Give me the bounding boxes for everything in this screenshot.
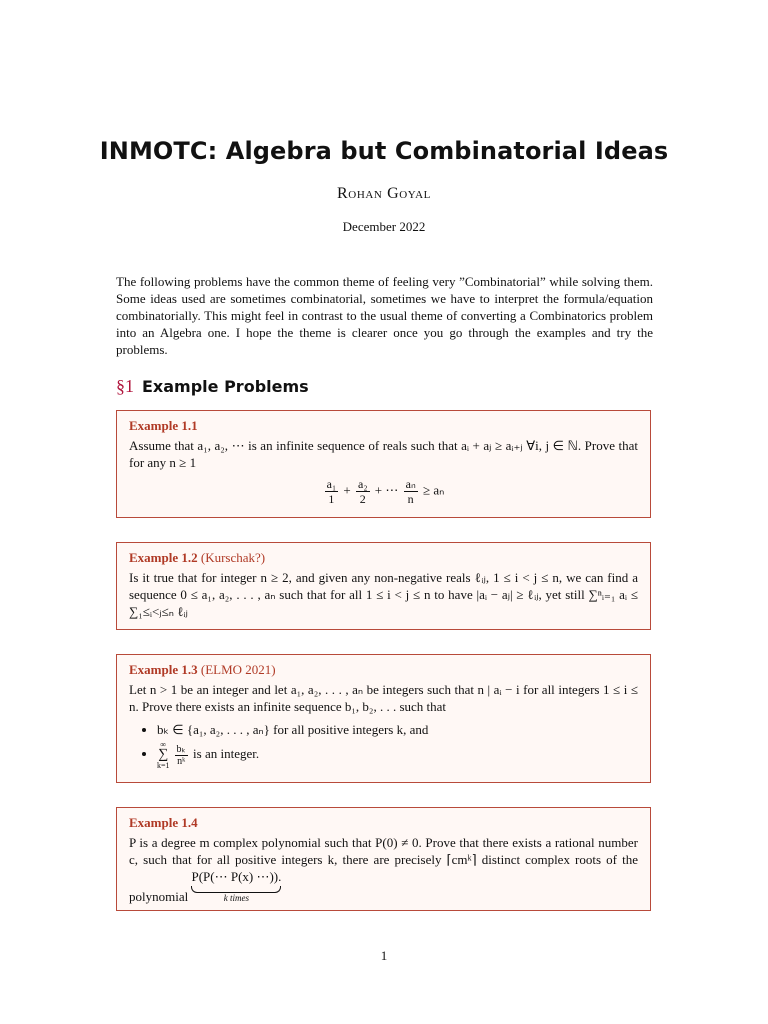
polynomial-composition: P(P(⋯ P(x) ⋯)). xyxy=(191,869,282,884)
example-label: Example 1.2 xyxy=(129,550,198,565)
example-label: Example 1.1 xyxy=(129,418,198,433)
condition-list xyxy=(129,721,638,770)
fraction: $\frac{\text{a₂}}{2}$ xyxy=(358,477,368,506)
brace-label: k times xyxy=(223,893,250,903)
example-heading xyxy=(129,417,638,434)
document-title: INMOTC: Algebra but Combinatorial Ideas xyxy=(99,137,669,165)
example-box-1-3 xyxy=(116,654,651,783)
example-source: (Kurschak?) xyxy=(200,550,266,565)
fraction: $\frac{\text{a₁}}{1}$ xyxy=(326,477,337,506)
example-label: Example 1.3 xyxy=(129,662,198,677)
example-statement: Assume that a₁, a₂, ⋯ is an infinite sequence of reals such that aᵢ + aⱼ ≥ aᵢ₊ⱼ ∀i, j ∈ ℕ. Prove that for any n ≥ 1 xyxy=(129,438,638,470)
example-box-1-1 xyxy=(116,410,651,518)
page-number: 1 xyxy=(380,948,388,963)
section-heading xyxy=(116,376,653,397)
fraction: $\frac{\text{bₖ}}{\text{nᵏ}}$ xyxy=(176,743,186,767)
example-heading xyxy=(129,814,638,831)
example-equation: $\frac{\text{a₁}}{1}$ + $\frac{\text{a₂}}{2}$ + ⋯ $\frac{\text{aₙ}}{n}$ ≥ aₙ xyxy=(326,477,445,506)
underbrace xyxy=(191,868,281,903)
example-heading xyxy=(129,661,638,678)
list-item: • bₖ ∈ {a₁, a₂, . . . , aₙ} for all positive integers k, and xyxy=(157,721,638,738)
example-statement: Let n > 1 be an integer and let a₁, a₂, . . . , aₙ be integers such that n | aᵢ − i for all integers 1 ≤ i ≤ n. Prove there exists an infinite sequence b₁, b₂, . . . such that xyxy=(129,682,638,714)
list-item: • ∞ ∑ k=1 $\frac{\text{bₖ}}{\text{nᵏ}}$ is an integer. xyxy=(157,740,638,770)
example-heading xyxy=(129,549,638,566)
summation: ∞ ∑ k=1 xyxy=(157,740,170,770)
fraction: $\frac{\text{aₙ}}{n}$ xyxy=(405,477,416,506)
section-number: §1 xyxy=(116,376,134,396)
example-statement: P is a degree m complex polynomial such that P(0) ≠ 0. Prove that there exists a rational number c, such that for all positive integers k, there are precisely ⌈cmᵏ⌉ distinct complex roots of the polynomial P(P(⋯ P(x) ⋯)). k times xyxy=(129,835,638,904)
brace-mark xyxy=(191,886,281,893)
document-author: Rohan Goyal xyxy=(337,185,431,202)
section-title: Example Problems xyxy=(142,377,309,396)
example-box-1-4 xyxy=(116,807,651,911)
example-source: (ELMO 2021) xyxy=(200,662,276,677)
intro-paragraph: The following problems have the common theme of feeling very ”Combinatorial” while solving them. Some ideas used are sometimes combinatorial, sometimes we have to interpret the formula/equation combinatorially. This might feel in contrast to the usual theme of converting a Combinatorics problem into an Algebra one. I hope the theme is clearer once you go through the examples and try the problems. xyxy=(116,274,653,357)
example-label: Example 1.4 xyxy=(129,815,198,830)
example-statement: Is it true that for integer n ≥ 2, and given any non-negative reals ℓᵢⱼ, 1 ≤ i < j ≤ n, we can find a sequence 0 ≤ a₁, a₂, . . . , aₙ such that for all 1 ≤ i < j ≤ n to have |aᵢ − aⱼ| ≥ ℓᵢⱼ, yet still ∑ⁿᵢ₌₁ aᵢ ≤ ∑₁≤ᵢ<ⱼ≤ₙ ℓᵢⱼ xyxy=(129,570,638,619)
example-box-1-2 xyxy=(116,542,651,630)
document-date: December 2022 xyxy=(342,219,426,234)
